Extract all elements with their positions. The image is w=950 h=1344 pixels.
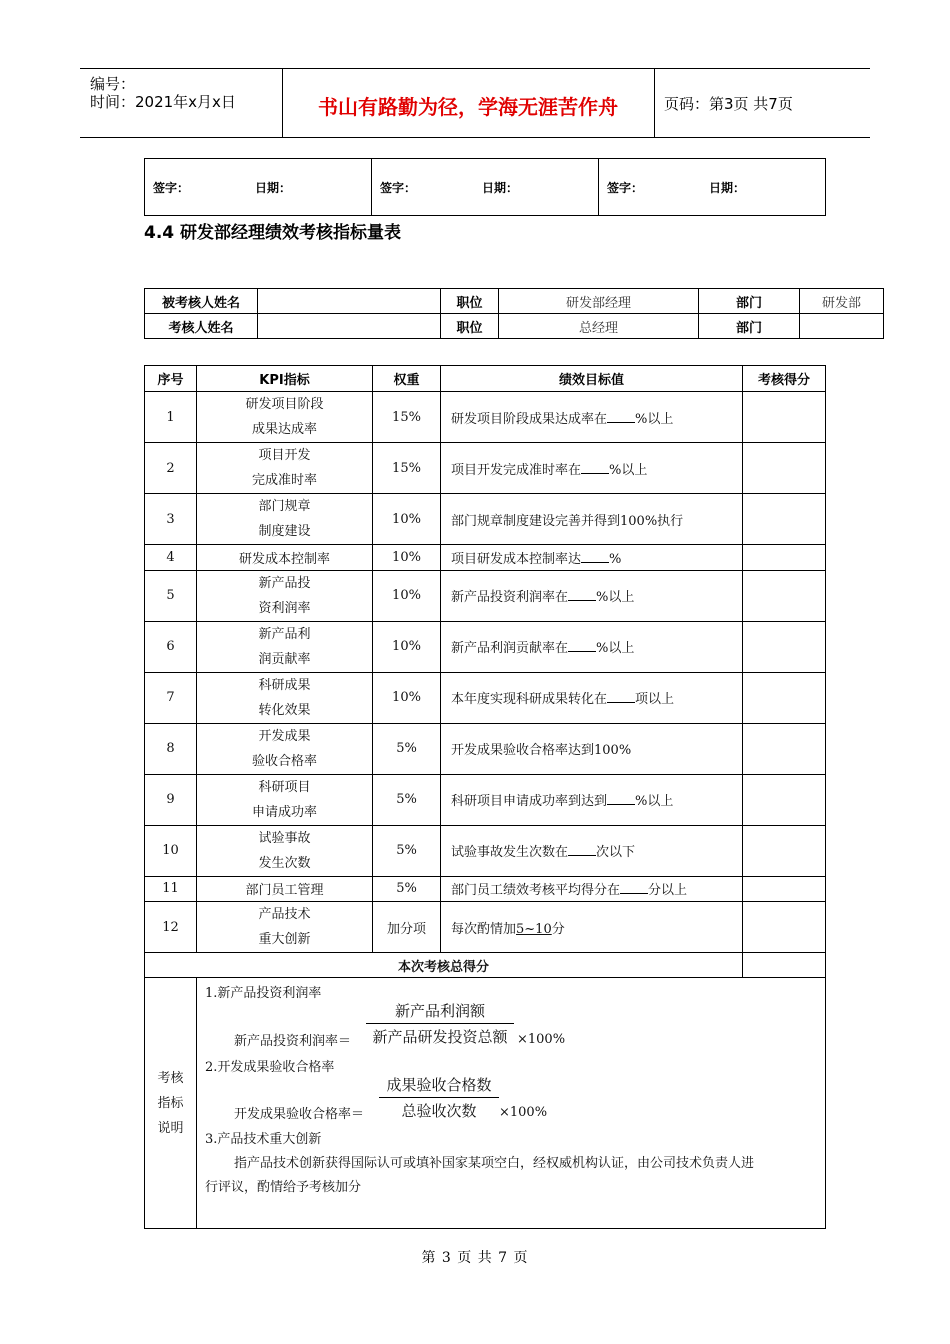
- target-text: %以上: [596, 590, 635, 605]
- section-title: 4.4 研发部经理绩效考核指标量表: [144, 223, 402, 243]
- signature-cell[interactable]: [372, 159, 599, 216]
- target-blank[interactable]: [607, 793, 635, 805]
- formula-numerator: 新产品利润额: [394, 1002, 485, 1020]
- header-motto: 书山有路勤为径，学海无涯苦作舟: [318, 95, 618, 119]
- header-page-number: 页码：第3页 共7页: [664, 95, 793, 113]
- kpi-name: [197, 825, 373, 876]
- kpi-target: [441, 723, 743, 774]
- row-number: 1: [145, 392, 197, 443]
- kpi-score-cell[interactable]: [743, 876, 826, 902]
- position-value[interactable]: 研发部经理: [499, 289, 699, 314]
- row-number: 12: [145, 902, 197, 953]
- target-text: 本年度实现科研成果转化在: [451, 692, 608, 707]
- target-text: 项目研发成本控制率达: [451, 551, 582, 567]
- kpi-target: [441, 825, 743, 876]
- kpi-name: [197, 902, 373, 953]
- table-row: [145, 570, 826, 621]
- kpi-weight: 10%: [373, 672, 441, 723]
- row-number: 8: [145, 723, 197, 774]
- target-text: 分: [551, 921, 565, 937]
- kpi-line: 发生次数: [258, 855, 311, 871]
- table-row: [145, 392, 826, 443]
- kpi-weight: 15%: [373, 443, 441, 494]
- kpi-name: [197, 876, 373, 902]
- kpi-name: [197, 570, 373, 621]
- kpi-score-cell[interactable]: [743, 570, 826, 621]
- assessee-name-label: 被考核人姓名: [145, 289, 258, 314]
- sign-label: 签字：: [153, 180, 190, 195]
- target-blank[interactable]: [581, 551, 609, 563]
- kpi-score-cell[interactable]: [743, 545, 826, 571]
- formula-lhs: 开发成果验收合格率＝: [234, 1107, 365, 1122]
- target-text: 分以上: [648, 883, 688, 899]
- kpi-score-cell[interactable]: [743, 825, 826, 876]
- target-blank[interactable]: [607, 411, 635, 423]
- kpi-score-cell[interactable]: [743, 392, 826, 443]
- kpi-line: 申请成功率: [251, 804, 317, 820]
- column-header-score: 考核得分: [743, 366, 826, 392]
- page-footer: 第 3 页 共 7 页: [421, 1250, 529, 1266]
- row-number: 4: [145, 545, 197, 571]
- note-title: 2.开发成果验收合格率: [205, 1060, 335, 1075]
- assessee-info-table: [144, 288, 884, 339]
- kpi-weight: 10%: [373, 494, 441, 545]
- kpi-line: 产品技术: [258, 907, 311, 922]
- notes-content: [197, 978, 826, 1229]
- header-divider: [654, 69, 655, 137]
- target-text: 新产品利润贡献率在: [451, 641, 569, 656]
- kpi-weight: 5%: [373, 825, 441, 876]
- target-text: %以上: [635, 794, 674, 809]
- target-text: 部门规章制度建设完善并得到100%执行: [451, 513, 684, 529]
- kpi-name: [197, 494, 373, 545]
- target-blank[interactable]: [568, 640, 596, 652]
- formula-denominator: 总验收次数: [401, 1102, 477, 1120]
- table-row: [145, 876, 826, 902]
- total-score-label: 本次考核总得分: [145, 953, 743, 978]
- target-text: 开发成果验收合格率达到100%: [451, 743, 632, 758]
- position-value[interactable]: 总经理: [499, 314, 699, 339]
- target-text: %以上: [609, 462, 648, 478]
- kpi-line: 科研项目: [258, 779, 311, 795]
- kpi-target: [441, 570, 743, 621]
- assessor-name-label: 考核人姓名: [145, 314, 258, 339]
- notes-label: 考核 指标 说明: [145, 978, 197, 1229]
- kpi-line: 转化效果: [258, 702, 311, 718]
- row-number: 9: [145, 774, 197, 825]
- kpi-weight: 5%: [373, 723, 441, 774]
- table-row: [145, 443, 826, 494]
- kpi-target: [441, 392, 743, 443]
- department-label: 部门: [699, 314, 800, 339]
- kpi-line: 新产品利: [258, 626, 311, 642]
- kpi-line: 成果达成率: [251, 422, 317, 437]
- kpi-score-cell[interactable]: [743, 902, 826, 953]
- kpi-target: [441, 902, 743, 953]
- target-text: 项目开发完成准时率在: [451, 462, 582, 478]
- target-text: 每次酌情加: [451, 921, 517, 937]
- sign-label: 签字：: [607, 180, 644, 195]
- kpi-weight: 10%: [373, 621, 441, 672]
- kpi-weight: 加分项: [373, 902, 441, 953]
- kpi-name: [197, 723, 373, 774]
- note-title: 3.产品技术重大创新: [205, 1132, 322, 1147]
- target-text: 新产品投资利润率在: [451, 590, 569, 605]
- kpi-weight: 5%: [373, 774, 441, 825]
- target-blank[interactable]: [607, 691, 635, 703]
- formula-numerator: 成果验收合格数: [386, 1076, 492, 1094]
- note-text: 行评议，酌情给予考核加分: [205, 1180, 362, 1195]
- kpi-target: [441, 443, 743, 494]
- target-text: 次以下: [596, 845, 636, 860]
- column-header-target: 绩效目标值: [441, 366, 743, 392]
- date-label: 日期：: [482, 180, 519, 195]
- target-text: 项以上: [635, 692, 675, 707]
- row-number: 3: [145, 494, 197, 545]
- target-text: 研发项目阶段成果达成率在: [451, 411, 608, 427]
- signature-cell[interactable]: [599, 159, 826, 216]
- signature-table: [144, 158, 826, 216]
- target-text: 科研项目申请成功率到达到: [451, 794, 608, 809]
- kpi-line: 试验事故: [258, 830, 311, 846]
- kpi-line: 资利润率: [258, 600, 311, 616]
- kpi-weight: 10%: [373, 545, 441, 571]
- department-value[interactable]: [800, 314, 884, 339]
- kpi-name: [197, 621, 373, 672]
- target-blank[interactable]: [568, 844, 596, 856]
- kpi-line: 部门规章: [258, 499, 311, 514]
- target-blank[interactable]: [620, 882, 648, 894]
- kpi-target: [441, 621, 743, 672]
- kpi-line: 项目开发: [258, 448, 311, 463]
- column-header-weight: 权重: [373, 366, 441, 392]
- row-number: 11: [145, 876, 197, 902]
- kpi-table: [144, 365, 826, 1229]
- position-label: 职位: [441, 314, 499, 339]
- row-number: 6: [145, 621, 197, 672]
- assessee-name-field[interactable]: [258, 289, 441, 314]
- kpi-line: 研发成本控制率: [238, 551, 330, 567]
- kpi-target: [441, 774, 743, 825]
- table-row: [145, 723, 826, 774]
- kpi-score-cell[interactable]: [743, 672, 826, 723]
- table-row: [145, 621, 826, 672]
- formula-fraction: [366, 1000, 514, 1047]
- kpi-line: 研发项目阶段: [245, 397, 324, 412]
- kpi-score-cell[interactable]: [743, 723, 826, 774]
- kpi-name: [197, 392, 373, 443]
- kpi-name: [197, 774, 373, 825]
- target-text: 部门员工绩效考核平均得分在: [451, 883, 621, 899]
- kpi-line: 制度建设: [258, 524, 311, 539]
- kpi-line: 验收合格率: [251, 753, 317, 769]
- department-value[interactable]: 研发部: [800, 289, 884, 314]
- row-number: 2: [145, 443, 197, 494]
- kpi-line: 开发成果: [258, 728, 311, 744]
- kpi-line: 润贡献率: [258, 651, 311, 667]
- target-bonus-range: 5~10: [516, 921, 552, 937]
- kpi-line: 完成准时率: [251, 473, 317, 488]
- column-header-no: 序号: [145, 366, 197, 392]
- kpi-name: [197, 672, 373, 723]
- kpi-name: [197, 443, 373, 494]
- document-number: 编号：: [90, 75, 136, 93]
- column-header-kpi: KPI指标: [197, 366, 373, 392]
- kpi-line: 科研成果: [258, 677, 311, 693]
- row-number: 5: [145, 570, 197, 621]
- target-text: %: [609, 551, 622, 567]
- kpi-weight: 5%: [373, 876, 441, 902]
- kpi-line: 部门员工管理: [245, 883, 324, 899]
- kpi-target: [441, 545, 743, 571]
- sign-label: 签字：: [380, 180, 417, 195]
- kpi-weight: 10%: [373, 570, 441, 621]
- kpi-score-cell[interactable]: [743, 621, 826, 672]
- kpi-line: 重大创新: [258, 932, 311, 947]
- table-row: [145, 902, 826, 953]
- table-row: [145, 825, 826, 876]
- kpi-target: [441, 672, 743, 723]
- kpi-line: 新产品投: [258, 575, 311, 591]
- table-row: [145, 774, 826, 825]
- row-number: 7: [145, 672, 197, 723]
- target-text: %以上: [596, 641, 635, 656]
- kpi-score-cell[interactable]: [743, 494, 826, 545]
- target-text: 试验事故发生次数在: [451, 845, 569, 860]
- kpi-target: [441, 876, 743, 902]
- kpi-target: [441, 494, 743, 545]
- formula-multiplier: ×100%: [517, 1032, 566, 1047]
- date-label: 日期：: [255, 180, 292, 195]
- formula-multiplier: ×100%: [499, 1105, 548, 1120]
- assessor-name-field[interactable]: [258, 314, 441, 339]
- formula-fraction: [379, 1074, 499, 1121]
- row-number: 10: [145, 825, 197, 876]
- target-blank[interactable]: [581, 462, 609, 474]
- formula-denominator: 新产品研发投资总额: [372, 1028, 508, 1046]
- kpi-score-cell[interactable]: [743, 774, 826, 825]
- table-row: [145, 672, 826, 723]
- kpi-score-cell[interactable]: [743, 443, 826, 494]
- target-blank[interactable]: [568, 589, 596, 601]
- table-row: [145, 545, 826, 571]
- department-label: 部门: [699, 289, 800, 314]
- kpi-name: [197, 545, 373, 571]
- formula-lhs: 新产品投资利润率＝: [234, 1034, 352, 1049]
- page-header: [80, 68, 870, 138]
- date-label: 日期：: [709, 180, 746, 195]
- total-score-cell[interactable]: [743, 953, 826, 978]
- table-row: [145, 494, 826, 545]
- note-text: 指产品技术创新获得国际认可或填补国家某项空白，经权威机构认证，由公司技术负责人进: [234, 1156, 755, 1171]
- signature-cell[interactable]: [145, 159, 372, 216]
- position-label: 职位: [441, 289, 499, 314]
- kpi-weight: 15%: [373, 392, 441, 443]
- target-text: %以上: [635, 411, 674, 427]
- note-title: 1.新产品投资利润率: [205, 986, 322, 1001]
- document-time: 时间：2021年x月x日: [90, 93, 236, 111]
